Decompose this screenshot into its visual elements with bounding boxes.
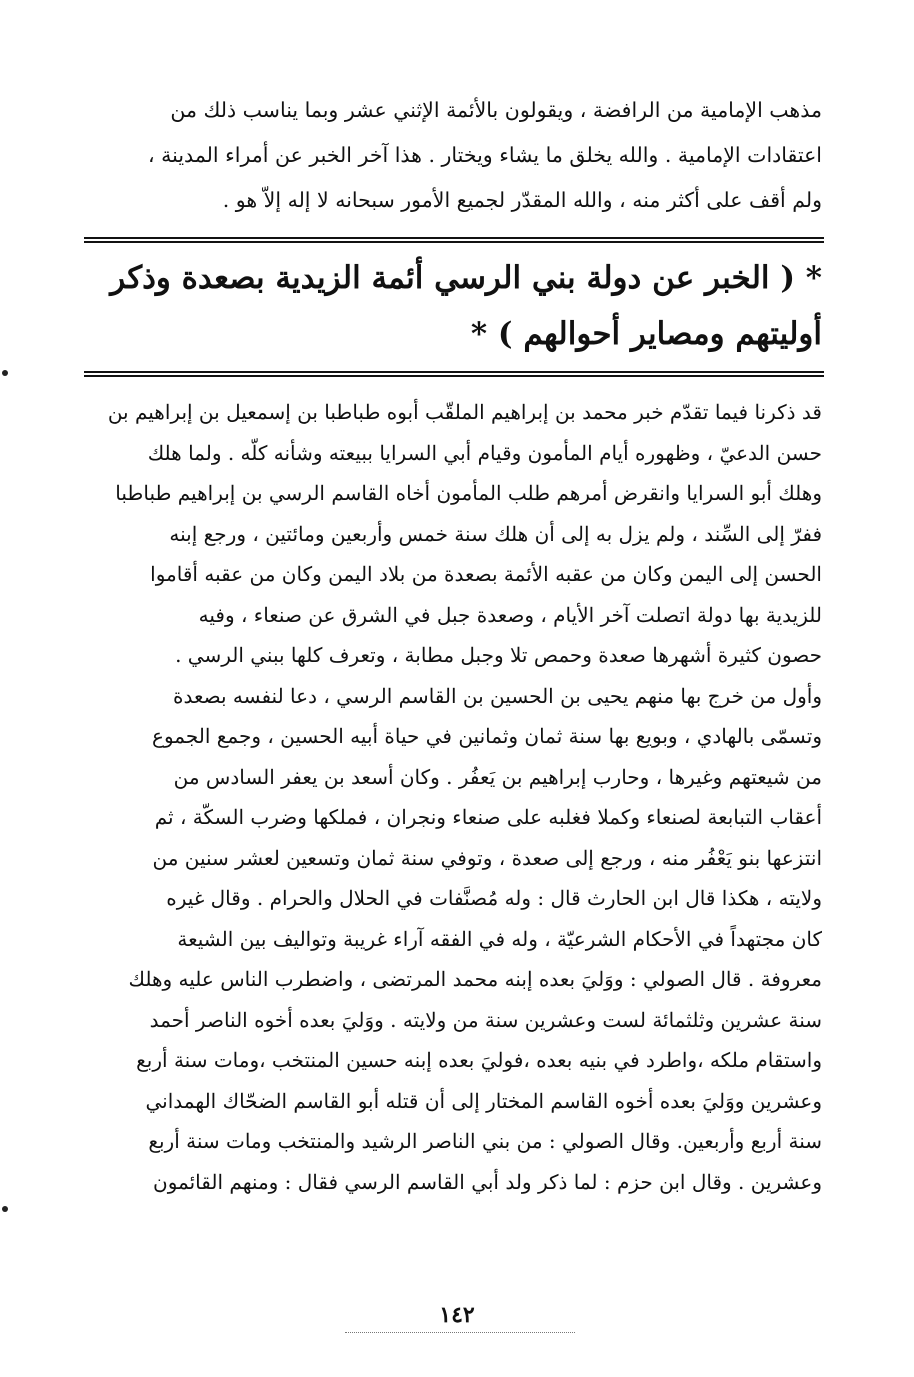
text-line: سنة عشرين وثلثمائة لست وعشرين سنة من ولايته . ووَليَ بعده أخوه الناصر أحمد [149, 1007, 822, 1032]
section-heading [82, 250, 822, 362]
text-line: وهلك أبو السرايا وانقرض أمرهم طلب المأمون أخاه القاسم الرسي بن إبراهيم طباطبا [115, 481, 822, 505]
text-line: الحسن إلى اليمن وكان من عقبه الأئمة بصعدة من بلاد اليمن وكان من عقبه أقاموا [150, 562, 822, 586]
text-line: انتزعها بنو يَعْفُر منه ، ورجع إلى صعدة ، وتوفي سنة ثمان وتسعين لعشر سنين من [152, 845, 822, 870]
text-line: ولايته ، هكذا قال ابن الحارث قال : وله مُصنَّفات في الحلال والحرام . وقال غيره [166, 886, 822, 910]
text-line: كان مجتهداً في الأحكام الشرعيّة ، وله في الفقه آراء غريبة وتواليف بين الشيعة [177, 926, 822, 951]
text-line: وأول من خرج بها منهم يحيى بن الحسين بن القاسم الرسي ، دعا لنفسه بصعدة [172, 683, 822, 708]
text-line: سنة أربع وأربعين. وقال الصولي : من بني الناصر الرشيد والمنتخب ومات سنة أربع [148, 1129, 822, 1153]
page-number-underline [345, 1332, 575, 1333]
text-line: وعشرين ووَليَ بعده أخوه القاسم المختار إلى أن قتله أبو القاسم الضحّاك الهمداني [145, 1088, 822, 1113]
text-line: حسن الدعيّ ، وظهوره أيام المأمون وقيام أبي السرايا ببيعته وشأنه كلّه . ولما هلك [147, 440, 822, 465]
text-line: واستقام ملكه ،واطرد في بنيه بعده ،فوليَ بعده إبنه حسين المنتخب ،ومات سنة أربع [136, 1048, 822, 1072]
text-line: قد ذكرنا فيما تقدّم خبر محمد بن إبراهيم الملقّب أبوه طباطبا بن إسمعيل بن إبراهيم بن [107, 400, 822, 424]
text-line: معروفة . قال الصولي : ووَليَ بعده إبنه محمد المرتضى ، واضطرب الناس عليه وهلك [128, 967, 822, 991]
page-number: ١٤٢ [439, 1302, 475, 1328]
section-divider-top [84, 237, 824, 243]
section-divider-bottom [84, 371, 824, 377]
text-line: مذهب الإمامية من الرافضة ، ويقولون بالأئمة الإثني عشر وبما يناسب ذلك من [170, 98, 822, 122]
text-line: للزيدية بها دولة اتصلت آخر الأيام ، وصعدة جبل في الشرق عن صنعاء ، وفيه [198, 602, 822, 627]
heading-line: أوليتهم ومصاير أحوالهم ) * [470, 316, 822, 352]
heading-line: * ( الخبر عن دولة بني الرسي أئمة الزيدية بصعدة وذكر [110, 260, 822, 296]
scan-edge-mark [2, 1206, 8, 1212]
body-paragraph [82, 392, 822, 1202]
text-line: حصون كثيرة أشهرها صعدة وحمص تلا وجبل مطابة ، وتعرف كلها ببني الرسي . [175, 643, 822, 667]
text-line: ولم أقف على أكثر منه ، والله المقدّر لجميع الأمور سبحانه لا إله إلاّ هو . [222, 188, 822, 212]
text-line: اعتقادات الإمامية . والله يخلق ما يشاء ويختار . هذا آخر الخبر عن أمراء المدينة ، [148, 143, 822, 167]
text-line: وعشرين . وقال ابن حزم : لما ذكر ولد أبي القاسم الرسي فقال : ومنهم القائمون [153, 1169, 822, 1194]
text-line: ففرّ إلى السِّند ، ولم يزل به إلى أن هلك سنة خمس وأربعين ومائتين ، ورجع إبنه [169, 521, 822, 546]
intro-paragraph [82, 88, 822, 223]
text-line: وتسمّى بالهادي ، وبويع بها سنة ثمان وثمانين في حياة أبيه الحسين ، وجمع الجموع [152, 724, 822, 748]
text-line: من شيعتهم وغيرها ، وحارب إبراهيم بن يَعفُر . وكان أسعد بن يعفر السادس من [173, 764, 822, 789]
scan-edge-mark [2, 370, 8, 376]
text-line: أعقاب التبابعة لصنعاء وكملا فغلبه على صنعاء ونجران ، فملكها وضرب السكّة ، ثم [154, 805, 822, 829]
